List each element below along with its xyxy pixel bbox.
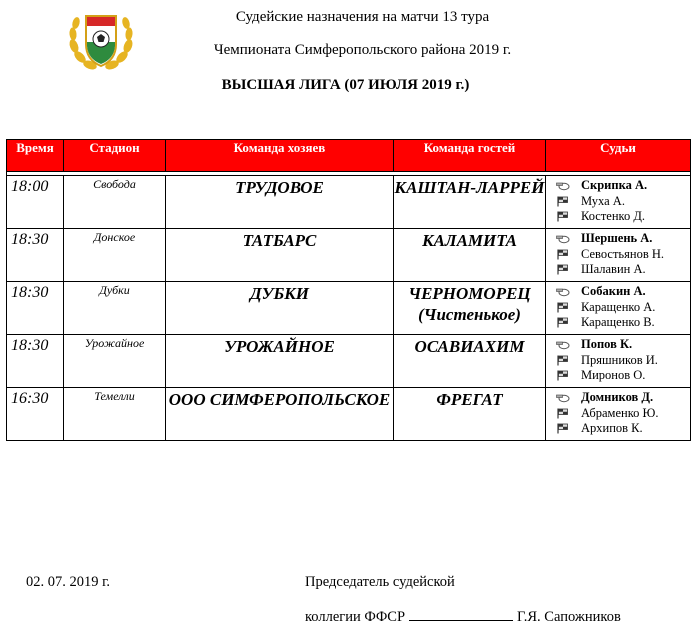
stadium-name: Урожайное [64, 335, 166, 388]
flag-icon [556, 423, 570, 434]
col-header-home-team: Команда хозяев [166, 140, 394, 172]
header-league-title: ВЫСШАЯ ЛИГА (07 ИЮЛЯ 2019 г.) [221, 77, 470, 93]
away-team: ФРЕГАТ [394, 388, 546, 441]
main-referee: Шершень А. [581, 231, 653, 245]
whistle-icon [556, 339, 570, 350]
stadium-name: Дубки [64, 282, 166, 335]
assistant-referee-2: Архипов К. [581, 421, 643, 435]
assistant-referee-2: Шалавин А. [581, 262, 646, 276]
flag-icon [556, 249, 570, 260]
signatory-name: Г.Я. Сапожников [517, 609, 621, 625]
whistle-icon [556, 286, 570, 297]
assistant-referee-2: Миронов О. [581, 368, 646, 382]
signature-blank [409, 609, 513, 621]
assistant-referee-2: Костенко Д. [581, 209, 645, 223]
away-team: ЧЕРНОМОРЕЦ (Чистенькое) [394, 282, 546, 335]
main-referee: Домников Д. [581, 390, 654, 404]
flag-icon [556, 408, 570, 419]
stadium-name: Темелли [64, 388, 166, 441]
referees-cell [546, 335, 691, 388]
main-referee: Попов К. [581, 337, 633, 351]
col-header-stadium: Стадион [64, 140, 166, 172]
whistle-icon [556, 233, 570, 244]
header-line-2: Чемпионата Симферопольского района 2019 г. [213, 42, 512, 58]
table-row [7, 335, 691, 388]
whistle-icon [556, 180, 570, 191]
table-row [7, 229, 691, 282]
table-row [7, 176, 691, 229]
whistle-icon [556, 392, 570, 403]
assistant-referee-1: Пряшников И. [581, 352, 658, 367]
col-header-referees: Судьи [546, 140, 691, 172]
assistant-referee-2: Каращенко В. [581, 315, 655, 329]
flag-icon [556, 211, 570, 222]
main-referee: Скрипка А. [581, 178, 648, 192]
main-referee: Собакин А. [581, 284, 646, 298]
match-time: 18:00 [7, 176, 64, 229]
assistant-referee-1: Муха А. [581, 193, 625, 208]
flag-icon [556, 302, 570, 313]
referees-cell [546, 229, 691, 282]
assistant-referee-1: Абраменко Ю. [581, 405, 659, 420]
referees-cell [546, 388, 691, 441]
away-team: КАШТАН-ЛАРРЕЙ [394, 176, 546, 229]
stadium-name: Донское [64, 229, 166, 282]
match-time: 16:30 [7, 388, 64, 441]
away-team: ОСАВИАХИМ [394, 335, 546, 388]
match-time: 18:30 [7, 229, 64, 282]
signature-line [305, 609, 621, 626]
home-team: ООО СИМФЕРОПОЛЬСКОЕ [166, 388, 394, 441]
flag-icon [556, 355, 570, 366]
flag-icon [556, 317, 570, 328]
schedule-table [6, 139, 691, 441]
home-team: УРОЖАЙНОЕ [166, 335, 394, 388]
match-time: 18:30 [7, 282, 64, 335]
flag-icon [556, 196, 570, 207]
assistant-referee-1: Каращенко А. [581, 299, 656, 314]
referees-cell [546, 282, 691, 335]
away-team: КАЛАМИТА [394, 229, 546, 282]
home-team: ДУБКИ [166, 282, 394, 335]
referees-cell [546, 176, 691, 229]
header-line-1: Судейские назначения на матчи 13 тура [235, 9, 490, 25]
chairman-title: Председатель судейской [305, 574, 455, 590]
table-header-row [7, 140, 691, 172]
table-row [7, 282, 691, 335]
col-header-away-team: Команда гостей [394, 140, 546, 172]
flag-icon [556, 370, 570, 381]
flag-icon [556, 264, 570, 275]
home-team: ТАТБАРС [166, 229, 394, 282]
committee-label: коллегии ФФСР [305, 609, 406, 625]
table-row [7, 388, 691, 441]
col-header-time: Время [7, 140, 64, 172]
document-date: 02. 07. 2019 г. [26, 574, 111, 590]
assistant-referee-1: Севостьянов Н. [581, 246, 664, 261]
stadium-name: Свобода [64, 176, 166, 229]
home-team: ТРУДОВОЕ [166, 176, 394, 229]
match-time: 18:30 [7, 335, 64, 388]
